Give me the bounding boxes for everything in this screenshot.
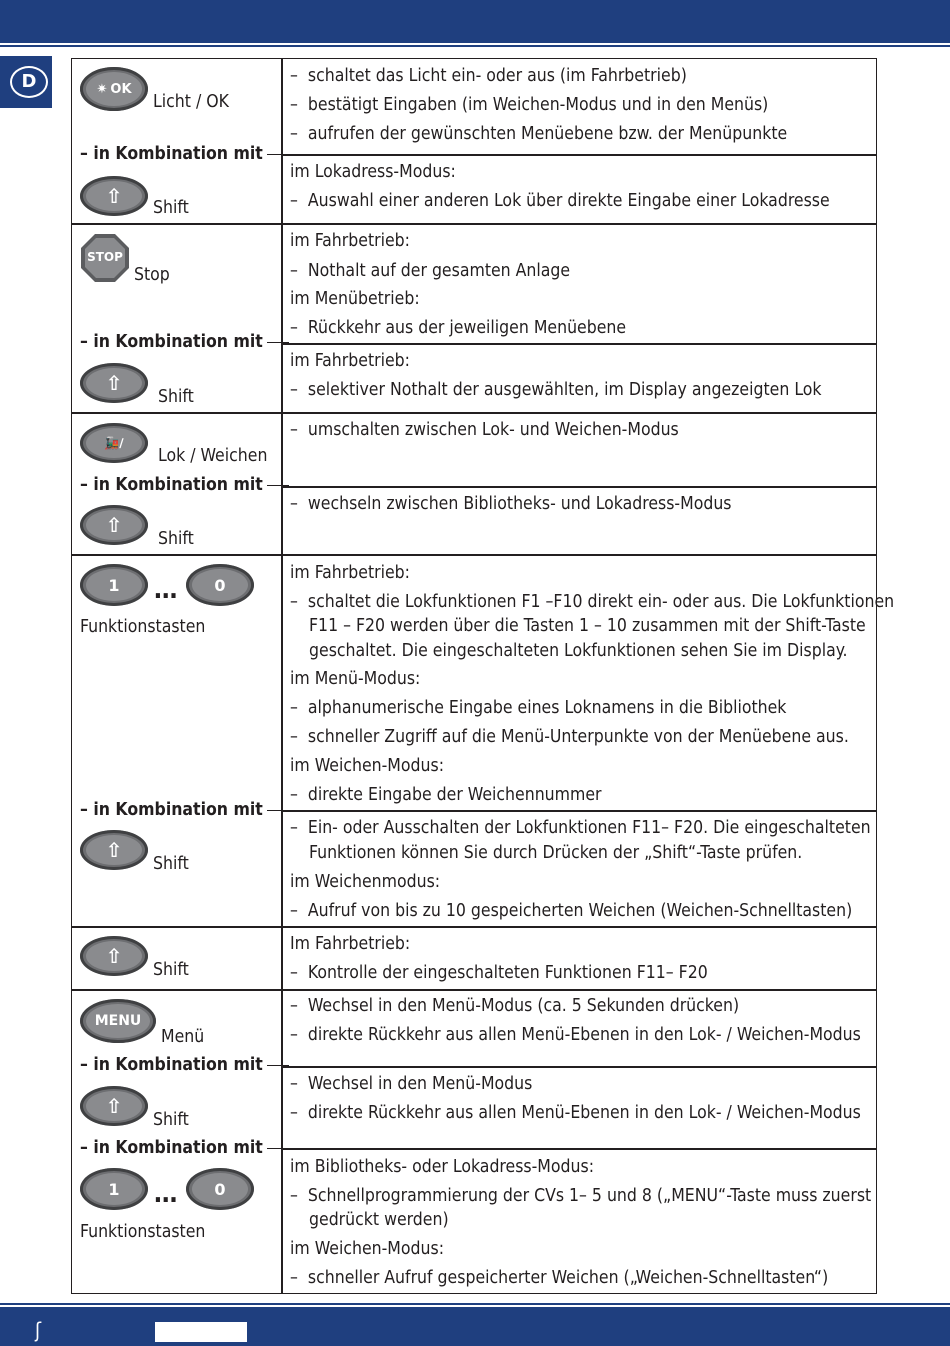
shift-label: Shift — [158, 387, 194, 407]
stop-label: Stop — [134, 265, 170, 285]
key-0-icon: 0 — [186, 564, 254, 606]
menu-combo-item: – Wechsel in den Menü-Modus — [290, 1074, 533, 1094]
shift-key-icon: ⇧ — [80, 176, 148, 216]
funktion-combo-item: – Ein- oder Ausschalten der Lokfunktionen F11– F20. Die eingeschalteten — [290, 818, 871, 838]
range-dots: … — [154, 1179, 178, 1209]
row-divider — [281, 1148, 877, 1150]
menu-item-cont: gedrückt werden) — [309, 1210, 449, 1230]
shift-item: – Kontrolle der eingeschalteten Funktionen F11– F20 — [290, 963, 708, 983]
lok-weichen-label: Lok / Weichen — [158, 446, 268, 466]
licht-combo-item: – Auswahl einer anderen Lok über direkte Eingabe einer Lokadresse — [290, 191, 830, 211]
shift-key-icon: ⇧ — [80, 830, 148, 870]
key-1-icon: 1 — [80, 1168, 148, 1210]
ok-key-icon: ✷ OK — [80, 67, 148, 111]
menu-item: – direkte Rückkehr aus allen Menü-Ebenen in den Lok- / Weichen-Modus — [290, 1025, 861, 1045]
key-1-icon: 1 — [80, 564, 148, 606]
menu-key-icon: MENU — [80, 999, 156, 1043]
menu-label: Menü — [161, 1027, 205, 1047]
licht-combo-heading: im Lokadress-Modus: — [290, 162, 456, 182]
shift-label: Shift — [153, 960, 189, 980]
shift-key-icon: ⇧ — [80, 936, 148, 976]
range-dots: … — [154, 575, 178, 605]
menu-heading: im Weichen-Modus: — [290, 1239, 445, 1259]
row-divider — [281, 154, 877, 156]
stop-item: – Rückkehr aus der jeweiligen Menüebene — [290, 318, 627, 338]
stop-heading: im Menübetrieb: — [290, 289, 420, 309]
row-divider — [71, 223, 877, 225]
funktion-item-cont: F11 – F20 werden über die Tasten 1 – 10 zusammen mit der Shift-Taste — [309, 616, 866, 636]
funktion-heading: im Menü-Modus: — [290, 669, 421, 689]
stop-heading: im Fahrbetrieb: — [290, 231, 410, 251]
row-divider — [281, 343, 877, 345]
menu-item: – Wechsel in den Menü-Modus (ca. 5 Sekunden drücken) — [290, 996, 740, 1016]
lok-item: – umschalten zwischen Lok- und Weichen-Modus — [290, 420, 679, 440]
header-bar — [0, 0, 950, 43]
combo-label: – in Kombination mit — [80, 800, 263, 820]
row-divider — [71, 926, 877, 928]
shift-label: Shift — [153, 854, 189, 874]
shift-key-icon: ⇧ — [80, 363, 148, 403]
footer-bar — [0, 1307, 950, 1346]
funktion-item-cont: geschaltet. Die eingeschalteten Lokfunktionen sehen Sie im Display. — [309, 641, 848, 661]
funktionstasten-label: Funktionstasten — [80, 617, 206, 637]
funktion-combo-item: – Aufruf von bis zu 10 gespeicherten Weichen (Weichen-Schnelltasten) — [290, 901, 853, 921]
stop-key-label: STOP — [87, 250, 123, 264]
row-divider — [71, 554, 877, 556]
funktion-item: – schaltet die Lokfunktionen F1 –F10 direkt ein- oder aus. Die Lokfunktionen — [290, 592, 895, 612]
row-divider — [281, 1066, 877, 1068]
stop-item: – Nothalt auf der gesamten Anlage — [290, 261, 571, 281]
ok-key-label: OK — [110, 81, 132, 97]
row-divider — [281, 486, 877, 488]
stop-combo-item: – selektiver Nothalt der ausgewählten, im Display angezeigten Lok — [290, 380, 822, 400]
combo-label: – in Kombination mit — [80, 1138, 263, 1158]
licht-item: – bestätigt Eingaben (im Weichen-Modus und in den Menüs) — [290, 95, 769, 115]
shift-heading: Im Fahrbetrieb: — [290, 934, 411, 954]
language-tab-label: D — [10, 66, 48, 98]
row-divider — [281, 810, 877, 812]
row-divider — [71, 989, 877, 991]
shift-label: Shift — [153, 198, 189, 218]
funktion-item: – schneller Zugriff auf die Menü-Unterpunkte von der Menüebene aus. — [290, 727, 849, 747]
funktion-item: – alphanumerische Eingabe eines Loknamens in die Bibliothek — [290, 698, 787, 718]
funktion-combo-item-cont: Funktionen können Sie durch Drücken der „Shift“-Taste prüfen. — [309, 843, 803, 863]
shift-key-icon: ⇧ — [80, 505, 148, 545]
funktionstasten-label: Funktionstasten — [80, 1222, 206, 1242]
footer-glyph: ʃ — [35, 1318, 42, 1342]
funktion-heading: im Fahrbetrieb: — [290, 563, 410, 583]
shift-label: Shift — [158, 529, 194, 549]
stop-combo-heading: im Fahrbetrieb: — [290, 351, 410, 371]
licht-item: – schaltet das Licht ein- oder aus (im Fahrbetrieb) — [290, 66, 687, 86]
lok-combo-item: – wechseln zwischen Bibliotheks- und Lokadress-Modus — [290, 494, 732, 514]
footer-rule — [0, 1303, 950, 1305]
menu-heading: im Bibliotheks- oder Lokadress-Modus: — [290, 1157, 595, 1177]
table-column-divider — [281, 58, 283, 1294]
combo-label: – in Kombination mit — [80, 1055, 263, 1075]
key-0-icon: 0 — [186, 1168, 254, 1210]
licht-item: – aufrufen der gewünschten Menüebene bzw. der Menüpunkte — [290, 124, 788, 144]
menu-item: – Schnellprogrammierung der CVs 1– 5 und 8 („MENU“-Taste muss zuerst — [290, 1186, 872, 1206]
combo-label: – in Kombination mit — [80, 475, 263, 495]
footer-mark — [155, 1322, 247, 1342]
combo-label: – in Kombination mit — [80, 332, 263, 352]
licht-ok-label: Licht / OK — [153, 92, 229, 112]
funktion-combo-heading: im Weichenmodus: — [290, 872, 441, 892]
shift-label: Shift — [153, 1110, 189, 1130]
funktion-heading: im Weichen-Modus: — [290, 756, 445, 776]
combo-label: – in Kombination mit — [80, 144, 263, 164]
funktion-item: – direkte Eingabe der Weichennummer — [290, 785, 602, 805]
menu-combo-item: – direkte Rückkehr aus allen Menü-Ebenen in den Lok- / Weichen-Modus — [290, 1103, 861, 1123]
loco-turnout-key-icon: 🚂∕ — [80, 423, 148, 463]
shift-key-icon: ⇧ — [80, 1086, 148, 1126]
header-rule — [0, 45, 950, 47]
menu-item: – schneller Aufruf gespeicherter Weichen („Weichen-Schnelltasten“) — [290, 1268, 829, 1288]
row-divider — [71, 412, 877, 414]
